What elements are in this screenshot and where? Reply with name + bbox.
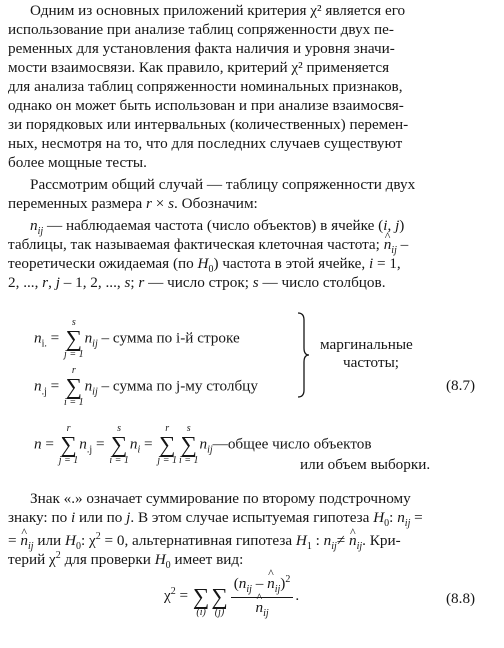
text-run: — число строк; (144, 274, 253, 291)
right-brace-icon (296, 312, 310, 398)
variable-s: s (124, 274, 131, 291)
variable-n: n (34, 435, 42, 453)
minus-sign: – (251, 575, 268, 593)
text-run: = 0, альтернативная гипотеза (100, 532, 296, 550)
text-run: ≠ (336, 532, 349, 550)
variable-i: i (368, 255, 374, 272)
subscript: ij (356, 541, 363, 553)
sum-lower-limit: (j) (214, 606, 225, 618)
equals-sign: = (46, 377, 64, 395)
subscript: 0 (384, 518, 390, 530)
variable-r: r (138, 274, 145, 291)
text-run: ) (280, 575, 286, 593)
text-line: ных, несмотря на то, что для последних случаев существуют (8, 135, 403, 152)
text-line: использование при анализе таблиц сопряженности двух пе- (8, 21, 394, 38)
sum-upper-limit: s (71, 317, 76, 328)
variable-j: j (395, 217, 400, 234)
text-run: знаку: по (8, 509, 71, 526)
variable-n: n (34, 329, 42, 347)
text-run: — наблюдаемая частота (число объектов) в ячейке ( (43, 217, 384, 234)
text-line: зи порядковых или интервальных (количественных) перемен- (8, 116, 409, 133)
brace-label: частоты; (343, 354, 400, 371)
sum-lower-limit: j = 1 (157, 455, 177, 466)
sigma-icon: ∑ (60, 432, 77, 457)
variable-s: s (252, 274, 259, 291)
equals-sign: = (41, 435, 58, 453)
superscript: 2 (170, 585, 176, 597)
subscript: ij (404, 518, 411, 530)
text-run: ; (130, 274, 139, 291)
variable-n: n (199, 435, 208, 453)
text-run: – сумма по j-му столбцу (97, 377, 258, 395)
subscript: ij (37, 226, 44, 238)
text-run: — число столбцов. (258, 274, 386, 291)
text-line: Рассмотрим общий случай — таблицу сопряженности двух (30, 176, 416, 193)
subscript: 1 (306, 541, 312, 553)
text-run: ) частота в этой ячейке, (213, 255, 369, 272)
text-run: . (295, 587, 300, 605)
text-line: для анализа таблиц сопряженности номинальных признаков, (8, 78, 403, 95)
variable-i: i (70, 509, 76, 526)
text-run: . Кри- (362, 532, 401, 550)
subscript: ij (246, 584, 252, 596)
text-run: – сумма по i-й строке (97, 329, 240, 347)
subscript: 0 (75, 541, 81, 553)
variable-n: n (84, 377, 93, 395)
text-line: однако он может быть использован и при анализе взаимосвя- (8, 97, 404, 114)
sum-upper-limit: s (117, 423, 122, 434)
variable-j: j (55, 274, 60, 291)
sigma-icon: ∑ (65, 374, 83, 399)
text-line: ременных для установления факта наличия и уровня значи- (8, 40, 395, 57)
subscript: ij (274, 584, 281, 596)
sum-upper-limit: s (186, 423, 191, 434)
superscript: 2 (55, 550, 61, 561)
text-line: Знак «.» означает суммирование по второму подстрочному (30, 490, 411, 507)
sum-operator (64, 318, 84, 360)
variable-r: r (146, 195, 152, 212)
equation-number: (8.7) (446, 377, 476, 394)
superscript: 2 (285, 574, 291, 585)
text-run: . Обозначим: (174, 195, 258, 212)
marginal-column-sum (34, 366, 258, 408)
variable-n: n (34, 377, 42, 395)
sum-lower-limit: i = 1 (178, 455, 199, 466)
subscript: ij (27, 541, 34, 553)
sum-lower-limit: i = 1 (64, 397, 84, 408)
sum-upper-limit: r (71, 365, 76, 376)
text-run: : (311, 532, 324, 550)
variable-n: n (84, 329, 93, 347)
text-run: или по (75, 509, 127, 526)
sum-lower-limit: j = 1 (58, 455, 79, 466)
text-run: = (410, 509, 423, 526)
text-run: имеет вид: (170, 551, 244, 569)
text-run: ) (399, 217, 405, 234)
variable-n-hat: ^ n (255, 599, 263, 617)
text-run: терий χ (8, 551, 56, 569)
sum-operator (109, 424, 129, 466)
text-run: = 1, (373, 255, 401, 272)
chi-square-formula (164, 574, 299, 619)
sum-lower-limit: i = 1 (109, 455, 129, 466)
text-run: , (48, 274, 56, 291)
subscript: i (137, 444, 141, 456)
variable-n: n (30, 217, 38, 234)
equals-sign: = (92, 435, 109, 453)
subscript: ij (92, 338, 98, 350)
equals-sign: = (175, 587, 192, 605)
fraction-denominator (231, 598, 294, 619)
variable-h: H (64, 532, 76, 550)
variable-j: j (126, 509, 131, 526)
sigma-icon: ∑ (65, 326, 83, 351)
text-run: = (8, 532, 21, 550)
sum-lower-limit: (i) (196, 606, 206, 618)
sum-operator (59, 424, 79, 466)
text-run: . В этом случае испытуемая гипотеза (130, 509, 374, 526)
subscript: ij (263, 608, 269, 620)
text-line: мости взаимосвязи. Как правило, критерий χ² применяется (8, 59, 390, 76)
subscript: .j (86, 444, 93, 456)
text-run: × (151, 195, 169, 212)
variable-s: s (168, 195, 175, 212)
variable-h: H (197, 255, 209, 272)
subscript: ij (331, 541, 337, 553)
subscript: ij (207, 444, 213, 456)
sigma-icon: ∑ (180, 432, 197, 457)
text-line (8, 195, 258, 213)
subscript: 0 (165, 560, 171, 572)
variable-r: r (42, 274, 49, 291)
text-run: для проверки (60, 551, 155, 569)
equals-sign: = (46, 329, 64, 347)
variable-h: H (295, 532, 307, 550)
variable-h: H (373, 509, 385, 526)
sigma-icon: ∑ (192, 583, 210, 609)
variable-h: H (154, 551, 166, 569)
text-run: теоретически ожидаемая (по (8, 255, 198, 272)
variable-n-hat: ^ n (20, 532, 28, 550)
sigma-icon: ∑ (158, 432, 176, 457)
text-run: ( (233, 575, 239, 593)
variable-i: i (383, 217, 388, 234)
sum-operator (211, 576, 227, 618)
subscript: i. (41, 338, 47, 350)
marginal-row-sum (34, 318, 240, 360)
sigma-icon: ∑ (110, 432, 128, 457)
variable-n: n (129, 435, 138, 453)
text-run: таблицы, так называемая фактическая клеточная частота; (8, 236, 384, 253)
sum-operator (64, 366, 84, 408)
sum-upper-limit: r (165, 423, 170, 434)
text-run: —общее число объектов (212, 435, 372, 453)
text-line (8, 274, 386, 292)
chi-symbol: χ (164, 587, 171, 605)
variable-n-hat: ^ n (267, 575, 275, 593)
text-run: 2, ..., (8, 274, 43, 291)
variable-n-hat: ^ n (349, 532, 357, 550)
subscript: ij (92, 386, 98, 398)
text-line: Одним из основных приложений критерия χ² является его (30, 2, 406, 19)
subscript: .j (41, 386, 47, 398)
text-run: переменных размера (8, 195, 147, 212)
subscript: 0 (208, 264, 214, 276)
equals-sign: = (140, 435, 157, 453)
text-run: – (396, 236, 409, 253)
text-run: , (387, 217, 396, 234)
sum-operator (193, 576, 209, 618)
equation-number: (8.8) (446, 590, 476, 607)
fraction (231, 574, 294, 619)
sum-upper-limit: r (66, 423, 71, 434)
sum-lower-limit: j = 1 (64, 349, 84, 360)
superscript: 2 (95, 531, 101, 542)
variable-n: n (397, 509, 405, 526)
text-line: более мощные тесты. (8, 154, 147, 171)
sum-operator (157, 424, 177, 466)
text-line: или объем выборки. (300, 456, 431, 473)
sigma-icon: ∑ (211, 583, 228, 609)
sum-operator (179, 424, 199, 466)
text-run: : (389, 509, 398, 526)
variable-n: n (79, 435, 87, 453)
text-line (8, 547, 243, 575)
subscript: ij (391, 245, 397, 257)
text-run: или (33, 532, 65, 550)
variable-n: n (323, 532, 332, 550)
variable-n-hat: ^ n (384, 236, 392, 254)
text-run: : χ (80, 532, 96, 550)
variable-n: n (238, 575, 247, 593)
text-run: – 1, 2, ..., (59, 274, 125, 291)
brace-label: маргинальные (320, 336, 413, 353)
